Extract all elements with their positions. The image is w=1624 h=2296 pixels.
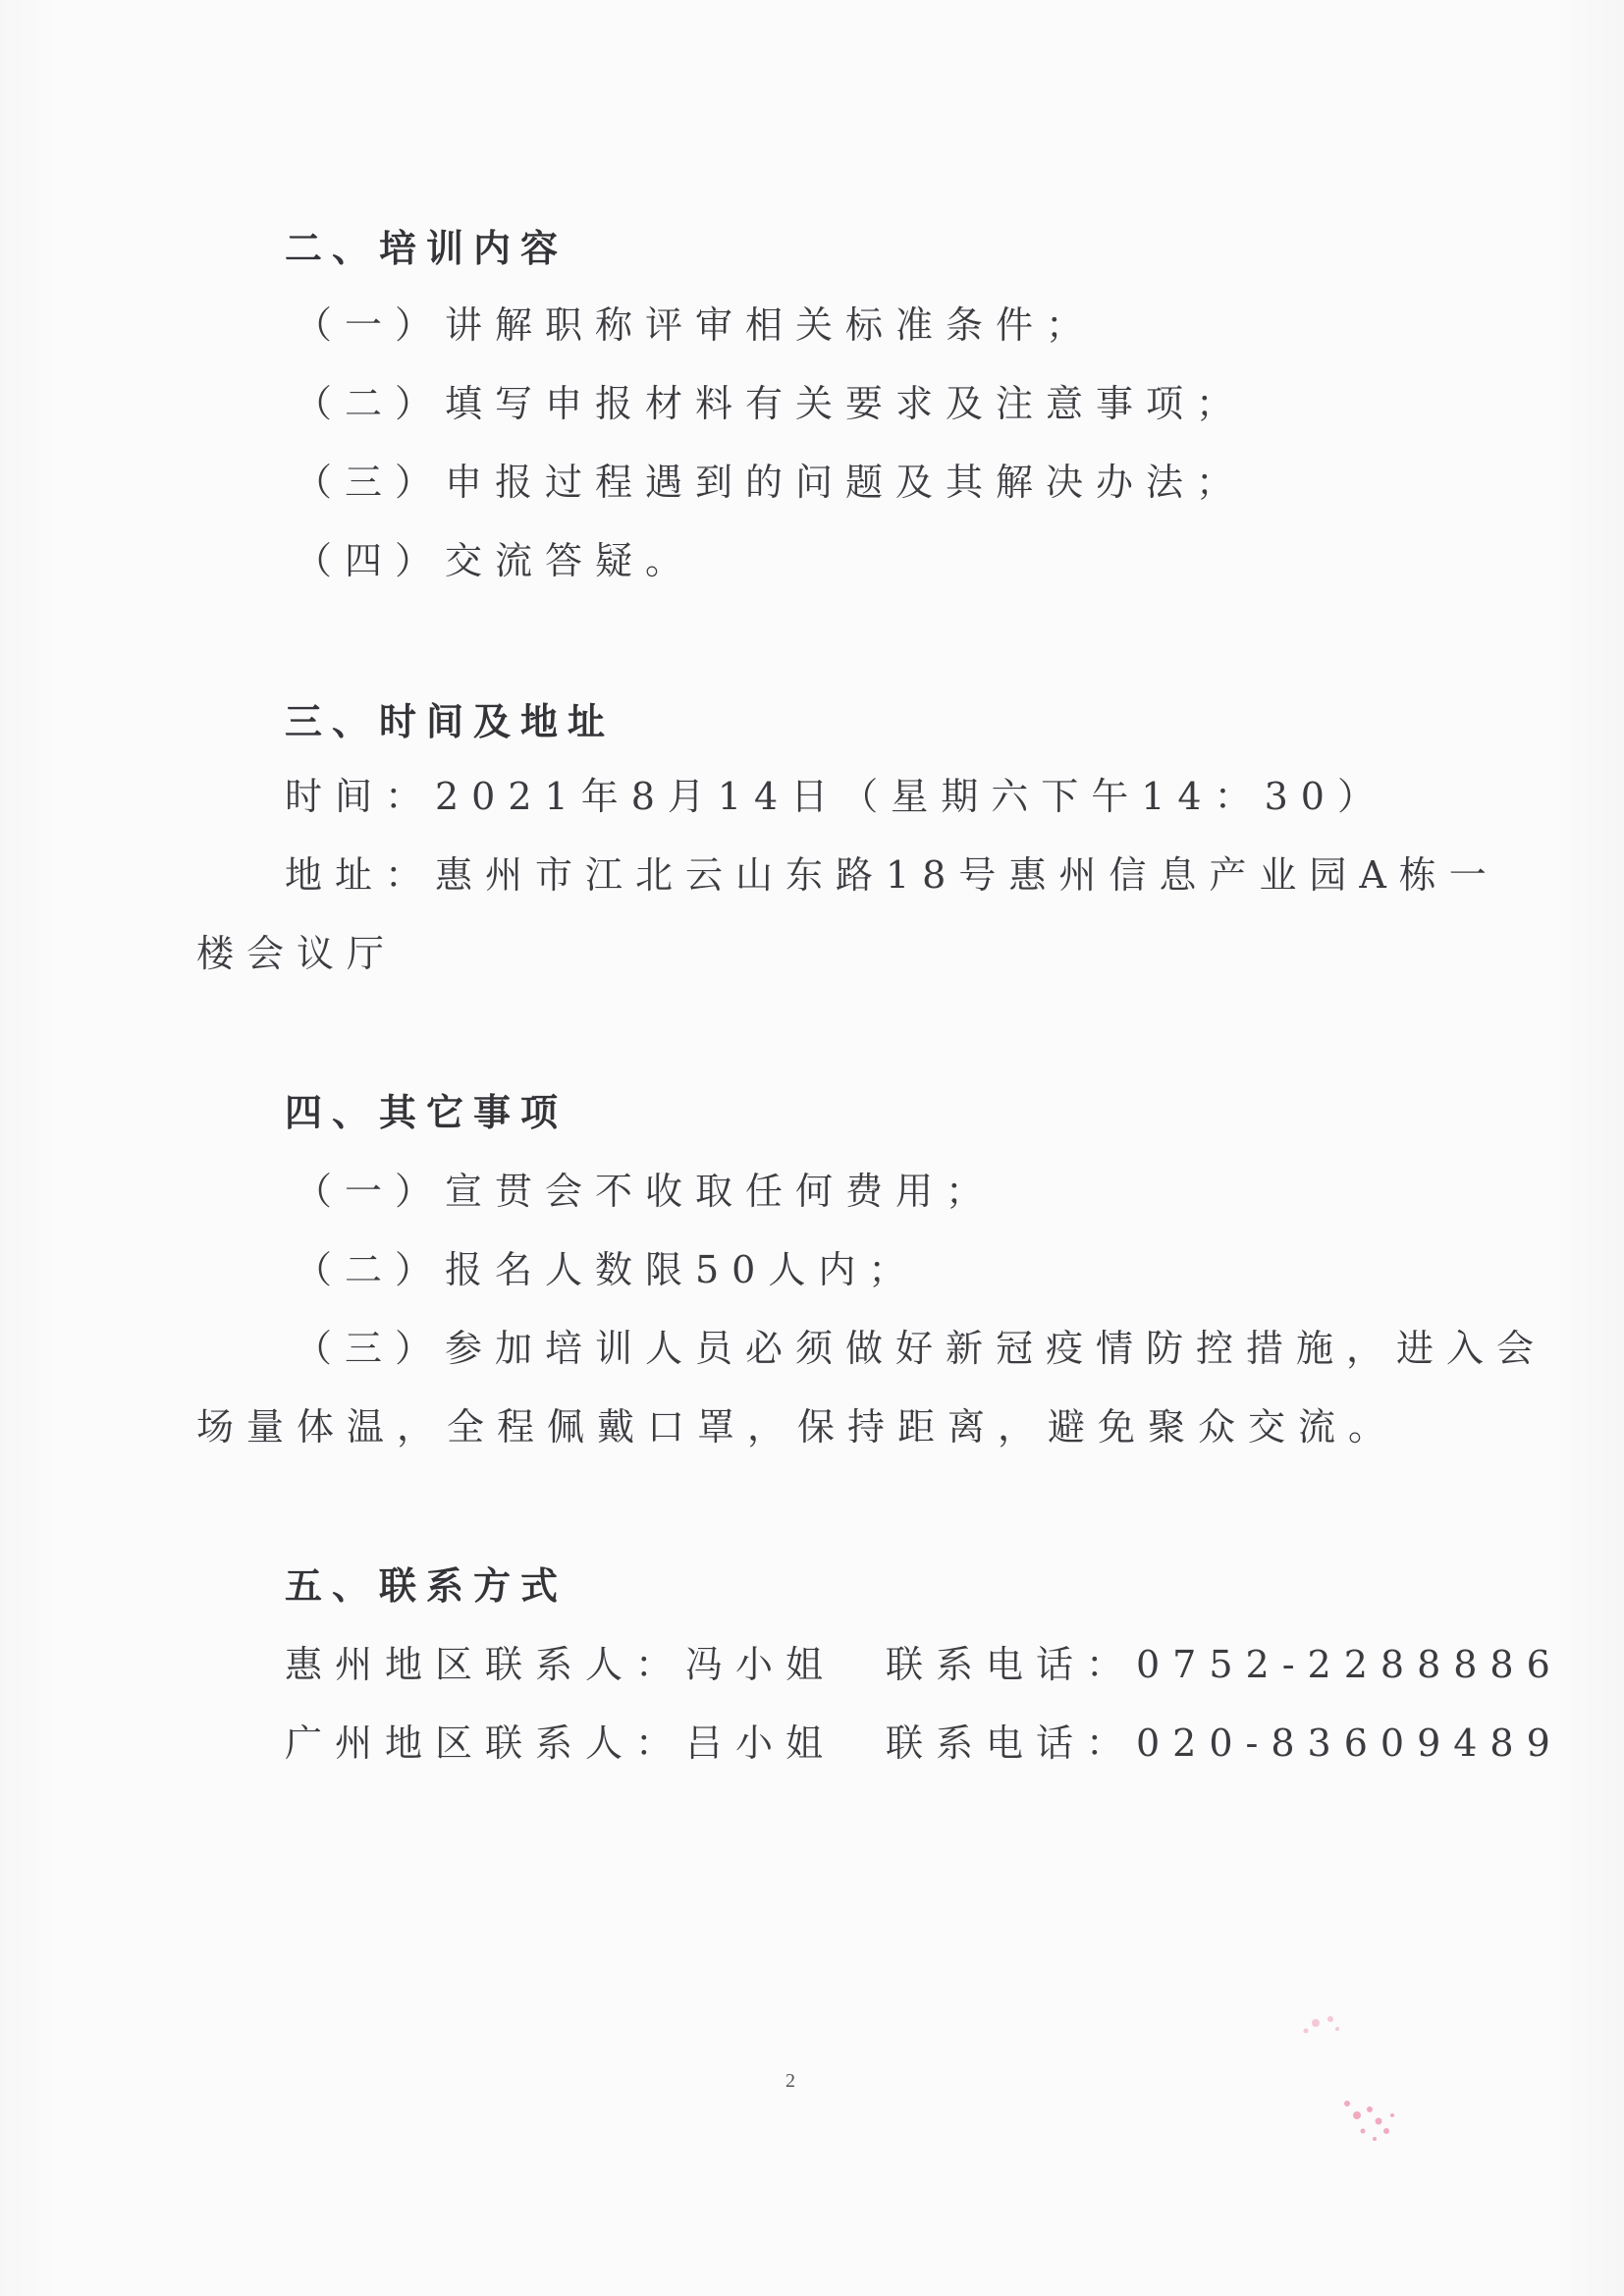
address-line-2: 楼会议厅: [196, 932, 398, 975]
time-line: 时间：2021年8月14日（星期六下午14：30）: [285, 775, 1387, 818]
section-4-heading: 四、其它事项: [285, 1090, 568, 1134]
page-number: 2: [785, 2070, 795, 2092]
section-4-item-3-line-2: 场量体温，全程佩戴口罩，保持距离，避免聚众交流。: [196, 1405, 1399, 1449]
section-3-heading: 三、时间及地址: [285, 699, 616, 743]
section-2-heading: 二、培训内容: [285, 226, 568, 270]
address-line-1: 地址：惠州市江北云山东路18号惠州信息产业园A栋一: [285, 853, 1499, 897]
section-4-item-2: （二）报名人数限50人内；: [295, 1248, 919, 1291]
section-4-item-1: （一）宣贯会不收取任何费用；: [295, 1170, 997, 1213]
contact-huizhou: 惠州地区联系人：冯小姐 联系电话：0752-2288886: [285, 1643, 1563, 1686]
contact-guangzhou: 广州地区联系人：吕小姐 联系电话：020-83609489: [285, 1722, 1563, 1765]
section-4-item-3-line-1: （三）参加培训人员必须做好新冠疫情防控措施，进入会: [295, 1327, 1547, 1370]
section-2-item-4: （四）交流答疑。: [295, 539, 696, 582]
stamp-residue: [1276, 1994, 1434, 2170]
section-5-heading: 五、联系方式: [285, 1563, 568, 1608]
section-2-item-1: （一）讲解职称评审相关标准条件；: [295, 303, 1097, 347]
section-2-item-2: （二）填写申报材料有关要求及注意事项；: [295, 382, 1247, 425]
section-2-item-3: （三）申报过程遇到的问题及其解决办法；: [295, 461, 1247, 504]
